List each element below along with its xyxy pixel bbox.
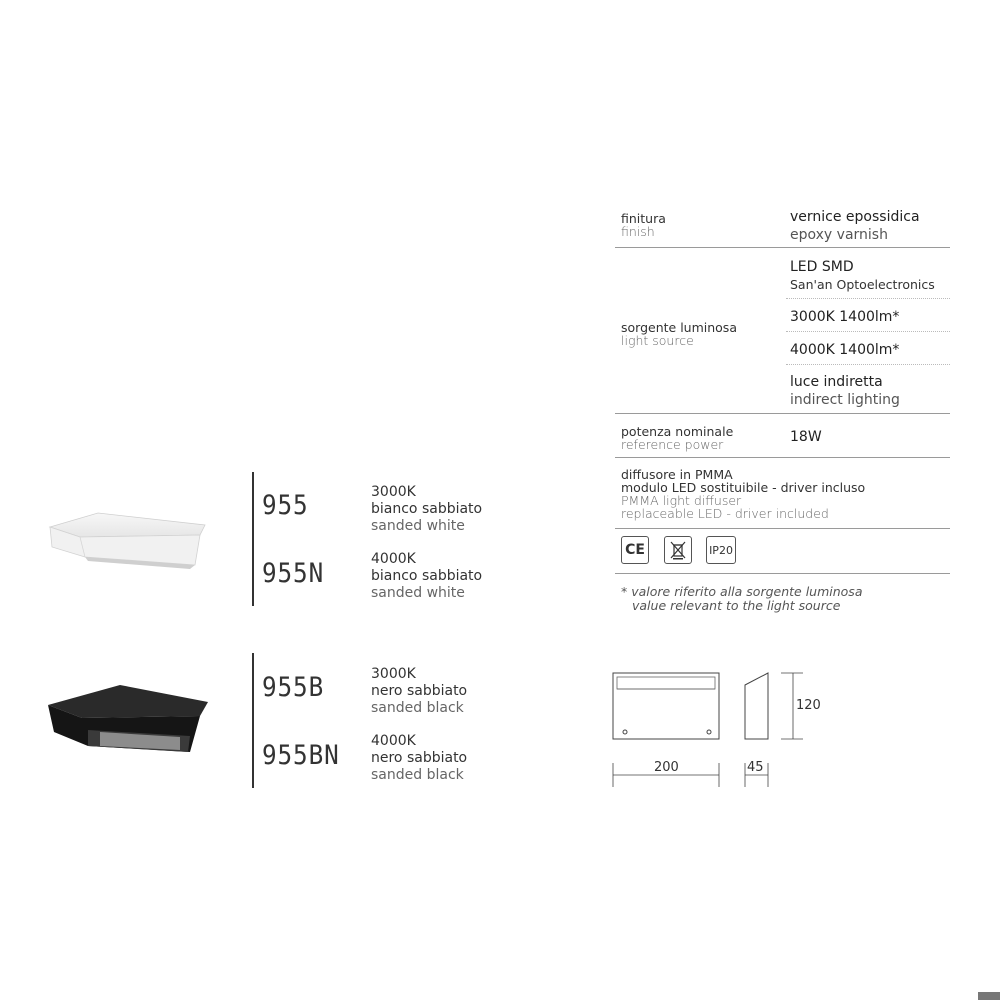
color-temp: 4000K — [371, 733, 416, 749]
light-source-label: sorgente luminosa light source — [621, 320, 737, 348]
color-temp: 3000K — [371, 666, 416, 682]
color-temp: 4000K — [371, 551, 416, 567]
product-code: 955BN — [262, 740, 340, 771]
light-direction: luce indiretta indirect lighting — [790, 374, 900, 408]
black-fixture-image — [40, 680, 215, 765]
finish-en: sanded white — [371, 518, 465, 534]
weee-bin-icon — [664, 536, 692, 564]
row-divider — [615, 457, 950, 458]
weee-bin-glyph — [669, 540, 687, 560]
height-dimension: 120 — [796, 698, 821, 713]
ce-mark-icon: CE — [621, 536, 649, 564]
finish-it: nero sabbiato — [371, 683, 468, 699]
depth-dimension: 45 — [747, 760, 764, 775]
power-label: potenza nominale reference power — [621, 424, 734, 452]
product-code: 955B — [262, 672, 325, 703]
product-code: 955 — [262, 490, 309, 521]
option-4000k: 4000K 1400lm* — [790, 342, 900, 358]
row-divider — [615, 413, 950, 414]
finish-it: bianco sabbiato — [371, 501, 483, 517]
dotted-divider — [786, 298, 950, 299]
led-type: LED SMD — [790, 259, 854, 275]
group-divider-black — [252, 653, 254, 788]
finish-it: bianco sabbiato — [371, 568, 483, 584]
product-code: 955N — [262, 558, 325, 589]
dotted-divider — [786, 364, 950, 365]
product-desc — [371, 484, 482, 535]
power-value: 18W — [790, 429, 822, 445]
product-desc — [371, 733, 467, 784]
product-desc — [371, 666, 467, 717]
group-divider-white — [252, 472, 254, 606]
row-divider — [615, 247, 950, 248]
finish-en: sanded black — [371, 700, 464, 716]
finish-it: nero sabbiato — [371, 750, 468, 766]
finish-en: sanded white — [371, 585, 465, 601]
dimension-drawing — [605, 665, 830, 795]
diffuser-info: diffusore in PMMA modulo LED sostituibile - driver incluso PMMA light diffuser replaceable LED - driver included — [621, 467, 866, 521]
corner-marker — [978, 992, 1000, 1000]
footnote: * valore riferito alla sorgente luminosa value relevant to the light source — [621, 584, 863, 613]
product-desc — [371, 551, 482, 602]
finish-label: finitura finish — [621, 211, 666, 239]
ip20-badge: IP20 — [706, 536, 736, 564]
width-dimension: 200 — [654, 760, 679, 775]
led-brand: San'an Optoelectronics — [790, 277, 935, 292]
finish-value: vernice epossidica epoxy varnish — [790, 209, 920, 243]
white-fixture-image — [40, 505, 210, 575]
option-3000k: 3000K 1400lm* — [790, 309, 900, 325]
row-divider — [615, 528, 950, 529]
color-temp: 3000K — [371, 484, 416, 500]
finish-en: sanded black — [371, 767, 464, 783]
row-divider — [615, 573, 950, 574]
dotted-divider — [786, 331, 950, 332]
